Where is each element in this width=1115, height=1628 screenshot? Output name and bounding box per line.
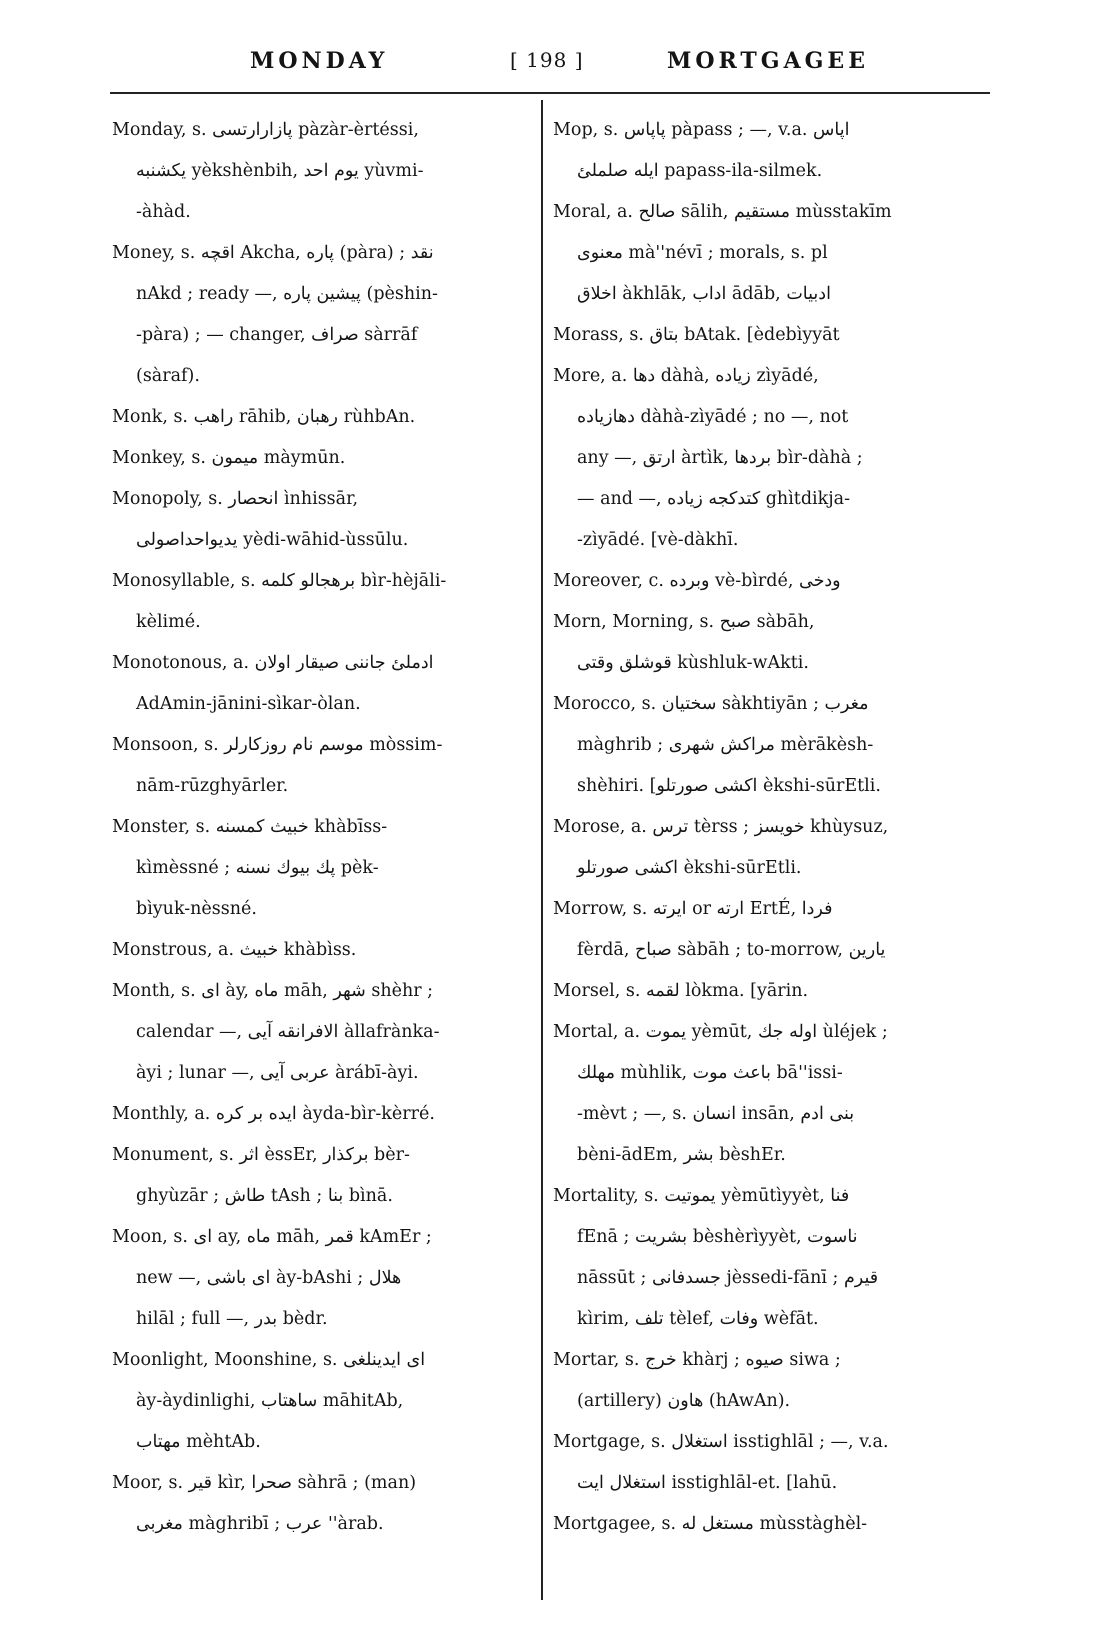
dictionary-line: (artillery) هاون (hAwAn).: [577, 1391, 791, 1411]
dictionary-line: اخلاق àkhlāk, اداب ādāb, ادبیات: [577, 284, 831, 304]
dictionary-line: Moral, a. صالح sālih, مستقیم mùsstakīm: [553, 202, 892, 222]
dictionary-line: Monument, s. اثر èssEr, برکذار bèr-: [112, 1145, 410, 1165]
dictionary-line: -àhàd.: [136, 202, 191, 222]
column-divider: [541, 100, 543, 1600]
dictionary-line: More, a. دها dàhà, زیاده zìyādé,: [553, 366, 819, 386]
dictionary-line: Mop, s. پاپاس pàpass ; —, v.a. اپاس: [553, 120, 850, 140]
dictionary-line: Monthly, a. ایده بر کره àyda-bìr-kèrré.: [112, 1104, 435, 1124]
dictionary-line: Moor, s. قیر kìr, صحرا sàhrā ; (man): [112, 1473, 417, 1493]
dictionary-line: AdAmin-jānini-sìkar-òlan.: [136, 694, 361, 714]
dictionary-line: kìrim, تلف tèlef, وفات wèfāt.: [577, 1309, 819, 1329]
header-rule: [110, 92, 990, 94]
dictionary-line: — and —, کتدکجه زیاده ghìtdikja-: [577, 489, 851, 509]
dictionary-line: ghyùzār ; طاش tAsh ; بنا bìnā.: [136, 1186, 393, 1206]
dictionary-line: مهلك mùhlik, باعث موت bā''issi-: [577, 1063, 843, 1083]
dictionary-line: Monk, s. راهب rāhib, رهبان rùhbAn.: [112, 407, 416, 427]
dictionary-line: (sàraf).: [136, 366, 200, 386]
dictionary-line: Monsoon, s. موسم نام روزکارلر mòssim-: [112, 735, 443, 755]
dictionary-line: màghrib ; مراکش شهری mèrākèsh-: [577, 735, 874, 755]
dictionary-line: shèhiri. [اکشی صورتلو èkshi-sūrEtli.: [577, 776, 881, 796]
dictionary-line: Moreover, c. وبرده vè-bìrdé, ودخی: [553, 571, 841, 591]
dictionary-line: nām-rūzghyārler.: [136, 776, 289, 796]
dictionary-line: -pàra) ; — changer, صراف sàrrāf: [136, 325, 418, 345]
dictionary-line: fEnā ; بشریت bèshèrìyyèt, ناسوت: [577, 1227, 858, 1247]
dictionary-line: Morrow, s. ایرته or ارته ErtÉ, فردا: [553, 899, 833, 919]
dictionary-line: hilāl ; full —, بدر bèdr.: [136, 1309, 328, 1329]
right-column: [553, 110, 993, 1545]
dictionary-line: Monday, s. پازارارتسی pàzàr-èrtéssi,: [112, 120, 419, 140]
header-right-word: MORTGAGEE: [667, 48, 869, 74]
dictionary-line: Monstrous, a. خبیث khàbìss.: [112, 940, 357, 960]
dictionary-line: Month, s. ای ày, ماه māh, شهر shèhr ;: [112, 981, 434, 1001]
dictionary-line: یدیواحداصولی yèdi-wāhid-ùssūlu.: [136, 530, 409, 550]
dictionary-line: Monkey, s. میمون màymūn.: [112, 448, 346, 468]
dictionary-line: kìmèssné ; پك بیوك نسنه pèk-: [136, 858, 379, 878]
dictionary-line: Mortar, s. خرج khàrj ; صیوه siwa ;: [553, 1350, 841, 1370]
dictionary-line: Monster, s. خبیث کمسنه khàbīss-: [112, 817, 388, 837]
dictionary-line: مهتاب mèhtAb.: [136, 1432, 261, 1452]
dictionary-line: Mortgagee, s. مستغل له mùsstàghèl-: [553, 1514, 868, 1534]
dictionary-line: Morsel, s. لقمه lòkma. [yārin.: [553, 981, 809, 1001]
dictionary-line: استغلال ایت isstighlāl-et. [lahū.: [577, 1473, 838, 1493]
dictionary-line: bìyuk-nèssné.: [136, 899, 257, 919]
dictionary-line: Morose, a. ترس tèrss ; خویسز khùysuz,: [553, 817, 889, 837]
dictionary-line: Morn, Morning, s. صبح sàbāh,: [553, 612, 815, 632]
dictionary-line: fèrdā, صباح sàbāh ; to-morrow, یارین: [577, 940, 886, 960]
dictionary-line: Monosyllable, s. برهجالو کلمه bìr-hèjāli-: [112, 571, 447, 591]
dictionary-line: kèlimé.: [136, 612, 201, 632]
dictionary-line: any —, ارتق àrtìk, بردها bìr-dàhà ;: [577, 448, 863, 468]
dictionary-line: new —, ای باشی ày-bAshi ; هلال: [136, 1268, 402, 1288]
dictionary-line: Mortality, s. یموتیت yèmūtìyyèt, فنا: [553, 1186, 850, 1206]
dictionary-line: -mèvt ; —, s. انسان insān, بنی ادم: [577, 1104, 855, 1124]
dictionary-line: Monotonous, a. ادملئ جاننی صیقار اولان: [112, 653, 434, 673]
header-left-word: MONDAY: [250, 48, 389, 74]
dictionary-line: Morass, s. بتاق bAtak. [èdebìyyāt: [553, 325, 840, 345]
dictionary-line: Monopoly, s. انحصار ìnhissār,: [112, 489, 359, 509]
dictionary-line: nāssūt ; جسدفانی jèssedi-fānī ; قیرم: [577, 1268, 879, 1288]
left-column: [112, 110, 532, 1545]
dictionary-line: Moonlight, Moonshine, s. ای ایدینلغی: [112, 1350, 426, 1370]
dictionary-line: مغربی màghribī ; عرب ''àrab.: [136, 1514, 384, 1534]
dictionary-line: bèni-ādEm, بشر bèshEr.: [577, 1145, 786, 1165]
dictionary-line: Mortal, a. یموت yèmūt, اوله جك ùléjek ;: [553, 1022, 888, 1042]
dictionary-line: یکشنبه yèkshènbih, یوم احد yùvmi-: [136, 161, 424, 181]
dictionary-line: اکشی صورتلو èkshi-sūrEtli.: [577, 858, 802, 878]
dictionary-line: معنوی mà''névī ; morals, s. pl: [577, 243, 828, 263]
dictionary-line: ایله صلملئ papass-ila-silmek.: [577, 161, 823, 181]
dictionary-line: àyi ; lunar —, عربی آیی àrábī-àyi.: [136, 1063, 419, 1083]
dictionary-line: Morocco, s. سختیان sàkhtiyān ; مغرب: [553, 694, 869, 714]
page-number: [ 198 ]: [510, 48, 584, 72]
dictionary-line: calendar —, الافرانقه آیی àllafrànka-: [136, 1022, 440, 1042]
dictionary-line: ày-àydinlighi, ساهتاب māhitAb,: [136, 1391, 404, 1411]
dictionary-line: Mortgage, s. استغلال isstighlāl ; —, v.a.: [553, 1432, 889, 1452]
dictionary-line: Money, s. اقچه Akcha, پاره (pàra) ; نقد: [112, 243, 434, 263]
dictionary-line: -zìyādé. [vè-dàkhī.: [577, 530, 739, 550]
page-header: [0, 48, 1115, 88]
dictionary-line: قوشلق وقتی kùshluk-wAkti.: [577, 653, 809, 673]
dictionary-line: دهازیاده dàhà-zìyādé ; no —, not: [577, 407, 849, 427]
dictionary-line: nAkd ; ready —, پیشین پاره (pèshin-: [136, 284, 438, 304]
dictionary-line: Moon, s. ای ay, ماه māh, قمر kAmEr ;: [112, 1227, 432, 1247]
